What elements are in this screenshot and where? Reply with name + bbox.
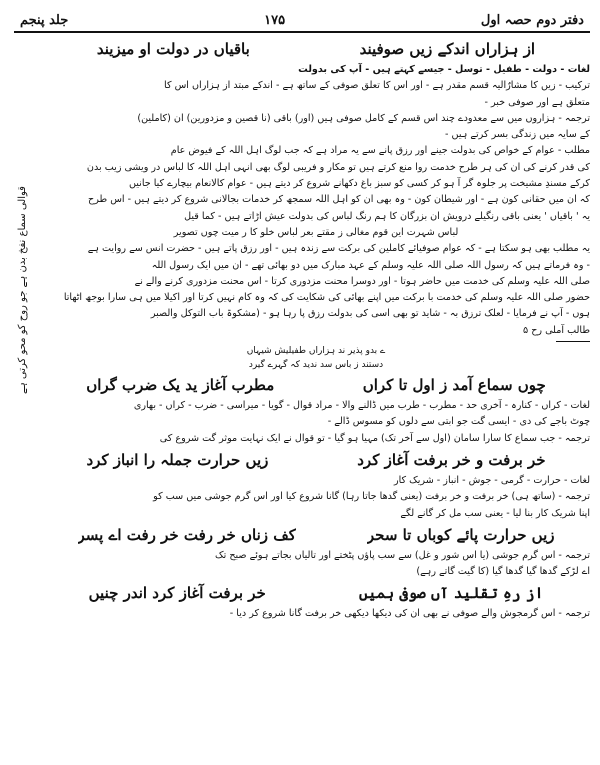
text-line: متعلق ہے اور صوفی خبر -	[484, 96, 590, 108]
footnote-ref: طالب آملی رح ۵	[522, 324, 590, 336]
page-body	[14, 36, 590, 623]
text-line: مطلب - عوام کے خواص کی بدولت جینے اور رزق پانے سے یہ مراد ہے کہ جب لوگ اہل اللہ کے فیوض عام	[170, 145, 590, 157]
text-line: - وہ فرماتے ہیں کہ رسول اللہ صلی اللہ علیہ وسلم کے عہد مبارک میں دو بھائی تھے - ان میں ایک رسول اللہ	[151, 259, 590, 271]
text-line: صلی اللہ علیہ وسلم کی خدمت میں حاضر ہوتا - اور دوسرا محنت مزدوری کرتا - اس محنت مزدوری کرنے والے نے	[134, 275, 590, 287]
verse-5-right: از رہِ تقلید آں صوفی ہمیں	[359, 584, 544, 603]
text-line: ترجمہ - (ساتھ ہی) خر برفت و خر برفت (یعنی گدھا جاتا رہا) گانا شروع کیا اور اس گرم جوشی میں سب کو	[153, 491, 590, 503]
text-line: ہوں - آپ نے فرمایا - لعلک ترزق بہ - شاید تو بھی اسی کی بدولت رزق پا رہا ہو - (مشکوۃ باب التوکل والصبر	[150, 308, 590, 320]
text-line: ترجمہ - ہزاروں میں سے معدودے چند اس قسم کے کامل صوفی ہیں (اور) باقی (نا قصین و مزدورین) ان (کاملین)	[137, 112, 590, 124]
text-line: کے سایہ میں زندگی بسر کرتے ہیں -	[445, 129, 590, 141]
footnote-rule	[556, 341, 590, 342]
verse-2	[42, 372, 590, 398]
text-line: چوٹ باجے کی دی - ایسی گت جو ابتی سے دلوں کو مسوس ڈالے -	[327, 416, 590, 428]
text-line: اپنا شریک کار بنا لیا - یعنی سب مل کر گانے لگے	[400, 507, 590, 519]
header-rule	[14, 31, 590, 33]
text-line: ترجمہ - اس گرم جوشی (یا اس شور و غل) سے سب پاؤں پٹختے اور تالیاں بجاتے ہوئے صبح تک	[215, 549, 590, 561]
verse-5	[42, 580, 590, 606]
verse-4-left: کف زناں خر رفت خر رفت اے پسر	[77, 525, 296, 544]
persian-couplet: لباس شہرت این قوم مغالی ز مقتے بعر لباس خلو کا ر میت چوں تصویر	[173, 226, 459, 238]
text-line: لغات - کراں - کنارہ - آخری حد - مطرب - طرب میں ڈالنے والا - مراد قوال - گویا - میراسی - ضرب - کراں - بھاری	[133, 400, 590, 412]
verse-3-right: خر برفت و خر برفت آغاز کرد	[357, 450, 546, 469]
volume-label: جلد پنجم	[20, 13, 69, 28]
footnote-line: ے بدو پذیر ند ہزاراں طفیلیش شیہاں	[246, 346, 386, 357]
text-line: یہ مطلب بھی ہو سکتا ہے - کہ عوام صوفیائے کاملین کی برکت سے زندہ ہیں - اور رزق پاتے ہیں - حضرت انس سے روایت ہے	[87, 243, 590, 255]
verse-2-right: چوں سماع آمد ز اول تا کراں	[362, 376, 546, 395]
verse-1-left: باقیاں در دولت او میزیند	[96, 40, 250, 58]
verse-3	[42, 447, 590, 473]
page-header	[14, 6, 590, 30]
text-line: لغات - حرارت - گرمی - جوش - انباز - شریک کار	[393, 474, 590, 486]
verse-5-left: خر برفت آغاز کرد اندر چنیں	[88, 584, 266, 603]
footnote-line: دستند ز باس سد ندید کہ گہرے گیرد	[248, 360, 384, 371]
text-line: کہ ان میں حقانی کون ہے - اور شیطان کون - وہ بھی ان کو اہل اللہ سمجھ کر خدمات بجالانی شروع کر دیتے ہیں - اس طرح	[88, 194, 590, 206]
text-line: اے لڑکے گدھا گیا گدھا گیا (کا گیت گاتے رہے)	[416, 566, 590, 578]
verse-1-right: از ہزاراں اندکے زیں صوفیند	[359, 40, 536, 58]
text-line: یہ ' باقیاں ' یعنی باقی رنگیلے درویش ان بزرگان کا ہم رنگ لباس کی بدولت عیش اڑاتے ہیں - کما قیل	[184, 210, 590, 222]
text-line: ترجمہ - جب سماع کا سارا سامان (اول سے آخر تک) مہیا ہو گیا - تو قوال نے ایک نہایت موثر گت شروع کی	[159, 432, 590, 444]
book-section-title: دفتر دوم حصہ اول	[480, 13, 584, 28]
margin-note: قوالی سماع نفخ بدن ہے جو روح کو محو کرتی ہے	[17, 186, 28, 394]
text-line: کی قدر کرنے کی ان کی ہر طرح خدمت روا منع کرتے ہیں تو مکار و فریبی لوگ بھی انہی اہل اللہ کا لباس در ویشی زیب بدن	[86, 161, 590, 173]
verse-4-right: زیں حرارت پائے کوباں تا سحر	[366, 525, 555, 544]
text-line: حضور صلی اللہ علیہ وسلم کی خدمت با برکت میں اپنے بھائی کی شکایت کی کہ وہ کام نہیں کرتا اور اکیلا میں ہی سارا بوجھ اٹھاتا	[63, 292, 590, 304]
verse-2-left: مطرب آغاز ید یک ضرب گراں	[86, 376, 275, 395]
verse-1	[42, 36, 590, 62]
verse-4	[42, 522, 590, 548]
page-number: ۱۷۵	[264, 13, 286, 28]
text-line: ترکیب - زیں کا مشارٌالیہ قسم مقدر ہے - اور اس کا تعلق صوفی کے ساتھ ہے - اندکے مبتد از ہزاراں اس کا	[164, 80, 590, 92]
text-line: کرکے مسندِ مشیخت پر جلوہ گر آ ہو کر کسی کو سبز باغ دکھانے شروع کر دیتے ہیں - عوام کالانعام بیچارے کیا جانیں	[128, 178, 590, 190]
text-line: لغات - دولت - طفیل - توسل - جیسے کہتے ہیں - آپ کی بدولت	[298, 64, 590, 75]
text-line: ترجمہ - اس گرمجوش والے صوفی نے بھی ان کی دیکھا دیکھی خر برفت گانا شروع کر دیا -	[229, 608, 590, 620]
verse-3-left: زیں حرارت جملہ را انباز کرد	[86, 450, 269, 469]
